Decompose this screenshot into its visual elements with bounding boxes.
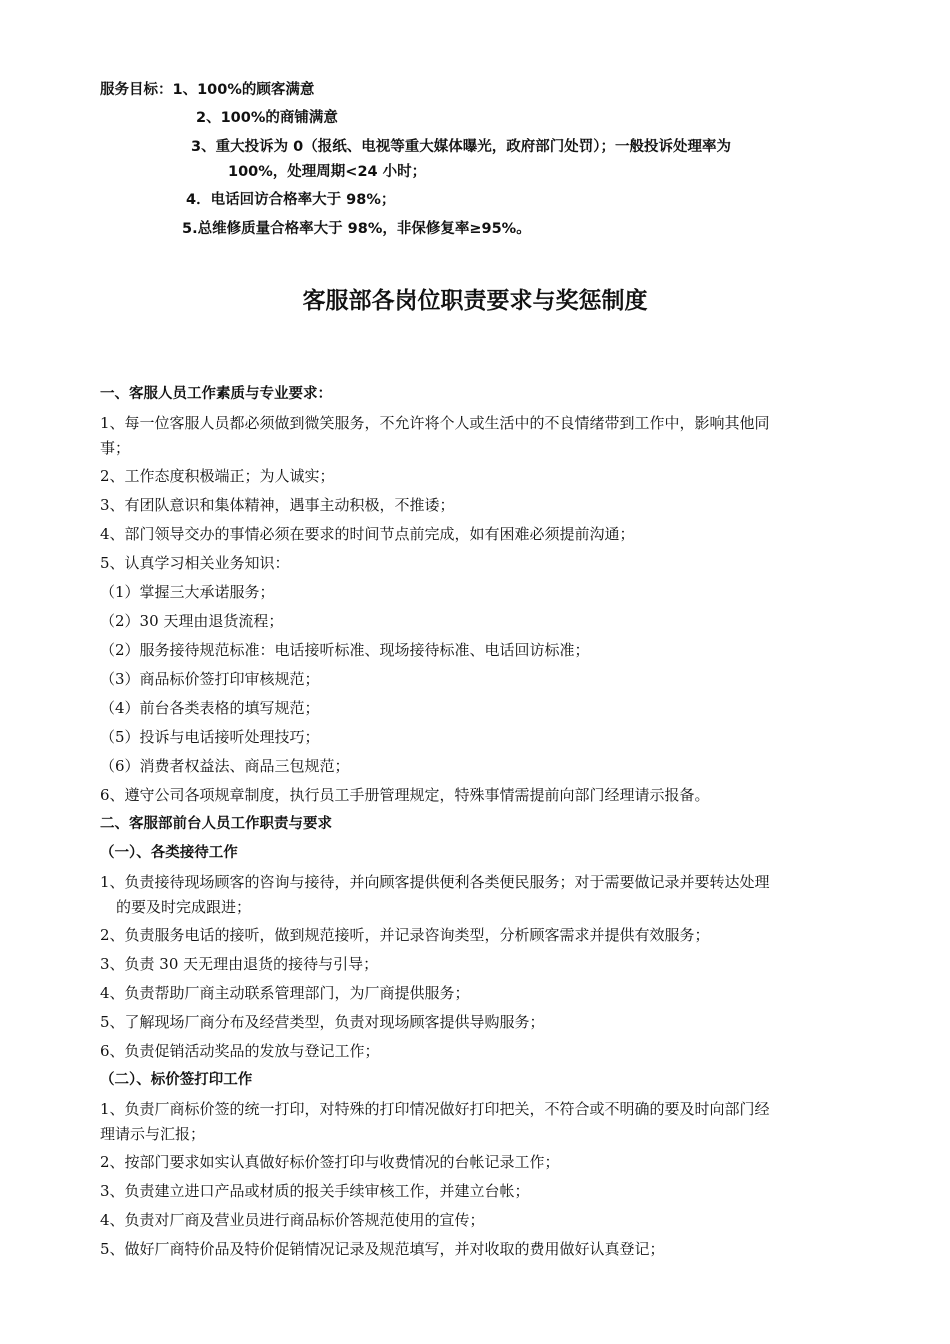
section-2-b2: 2、按部门要求如实认真做好标价签打印与收费情况的台帐记录工作；: [100, 1153, 560, 1171]
section-1-item-3: 3、有团队意识和集体精神，遇事主动积极，不推诿；: [100, 496, 455, 514]
section-1-sub-4: （3）商品标价签打印审核规范；: [100, 670, 320, 688]
section-1-item-6: 6、遵守公司各项规章制度，执行员工手册管理规定，特殊事情需提前向部门经理请示报备。: [100, 786, 710, 804]
section-2-a1b: 的要及时完成跟进；: [116, 898, 252, 916]
section-2-a1a: 1、负责接待现场顾客的咨询与接待，并向顾客提供便利各类便民服务；对于需要做记录并要转达处理: [100, 873, 770, 891]
section-2-a4: 4、负责帮助厂商主动联系管理部门，为厂商提供服务；: [100, 984, 470, 1002]
section-1-sub-7: （6）消费者权益法、商品三包规范；: [100, 757, 350, 775]
goal-line-5: 5.总维修质量合格率大于 98%，非保修复率≥95%。: [182, 221, 531, 237]
section-1-item-5: 5、认真学习相关业务知识：: [100, 554, 290, 572]
page-title: 客服部各岗位职责要求与奖惩制度: [302, 288, 648, 314]
section-2-a5: 5、了解现场厂商分布及经营类型，负责对现场顾客提供导购服务；: [100, 1013, 545, 1031]
section-2-a3: 3、负责 30 天无理由退货的接待与引导；: [100, 955, 379, 973]
section-1-sub-1: （1）掌握三大承诺服务；: [100, 583, 275, 601]
section-2-subheading-1: （一）、各类接待工作: [100, 845, 238, 861]
section-1-item-1b: 事；: [100, 439, 131, 457]
section-1-sub-2: （2）30 天理由退货流程；: [100, 612, 284, 630]
goal-line-2: 2、100%的商铺满意: [196, 110, 338, 126]
section-1-item-2: 2、工作态度积极端正；为人诚实；: [100, 467, 335, 485]
goal-line-3a: 3、重大投诉为 0（报纸、电视等重大媒体曝光，政府部门处罚）；一般投诉处理率为: [191, 139, 731, 155]
section-1-sub-3: （2）服务接待规范标准：电话接听标准、现场接待标准、电话回访标准；: [100, 641, 590, 659]
goal-line-3b: 100%，处理周期<24 小时；: [228, 164, 427, 180]
section-2-b1b: 理请示与汇报；: [100, 1125, 206, 1143]
section-1-heading: 一、客服人员工作素质与专业要求：: [100, 386, 332, 402]
section-2-subheading-2: （二）、标价签打印工作: [100, 1072, 253, 1088]
section-2-heading: 二、客服部前台人员工作职责与要求: [100, 816, 332, 832]
section-2-b1a: 1、负责厂商标价签的统一打印，对特殊的打印情况做好打印把关，不符合或不明确的要及时向部门经: [100, 1100, 770, 1118]
goal-line-4: 4．电话回访合格率大于 98%；: [186, 192, 396, 208]
section-2-a2: 2、负责服务电话的接听，做到规范接听，并记录咨询类型，分析顾客需求并提供有效服务；: [100, 926, 710, 944]
section-2-b5: 5、做好厂商特价品及特价促销情况记录及规范填写，并对收取的费用做好认真登记；: [100, 1240, 665, 1258]
section-1-item-1a: 1、每一位客服人员都必须做到微笑服务，不允许将个人或生活中的不良情绪带到工作中，影响其他同: [100, 414, 770, 432]
section-1-sub-6: （5）投诉与电话接听处理技巧；: [100, 728, 320, 746]
section-1-sub-5: （4）前台各类表格的填写规范；: [100, 699, 320, 717]
section-2-b3: 3、负责建立进口产品或材质的报关手续审核工作，并建立台帐；: [100, 1182, 530, 1200]
section-2-b4: 4、负责对厂商及营业员进行商品标价答规范使用的宣传；: [100, 1211, 485, 1229]
section-2-a6: 6、负责促销活动奖品的发放与登记工作；: [100, 1042, 380, 1060]
section-1-item-4: 4、部门领导交办的事情必须在要求的时间节点前完成，如有困难必须提前沟通；: [100, 525, 635, 543]
goal-line-1: 服务目标：1、100%的顾客满意: [100, 82, 315, 98]
